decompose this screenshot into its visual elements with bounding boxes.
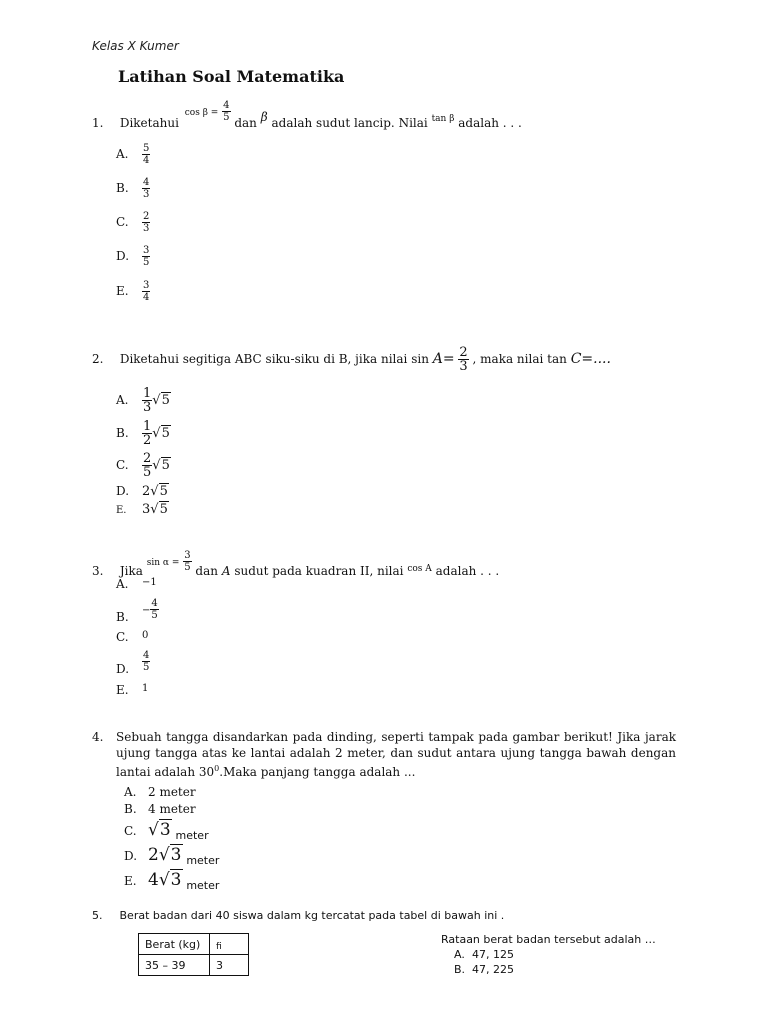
page-header: Kelas X Kumer	[92, 39, 179, 53]
question-text: Diketahui	[119, 116, 179, 130]
question-5	[92, 908, 504, 924]
table-header-row	[139, 934, 249, 955]
sqrt: √5	[152, 393, 170, 408]
sqrt: √3	[158, 870, 182, 890]
variable: C=....	[570, 351, 611, 367]
side-question: Rataan berat badan tersebut adalah …	[441, 933, 656, 946]
question-text: sudut pada kuadran II, nilai	[234, 564, 404, 578]
question-number: 3.	[92, 564, 104, 578]
question-number: 2.	[92, 352, 104, 366]
condition-formula: sin α = $\frac{3}{5}$	[146, 550, 191, 573]
question-1	[92, 100, 522, 135]
sqrt: √3	[158, 845, 182, 865]
option-3b[interactable]: B. − $\frac{4}{5}$	[116, 598, 158, 624]
beta-symbol: β	[260, 110, 268, 124]
option-1d[interactable]: D. $\frac{3}{5}$	[116, 245, 150, 268]
question-2	[92, 346, 611, 373]
option-1a[interactable]: A. $\frac{5}{4}$	[116, 143, 150, 166]
question-text: adalah . . .	[458, 116, 522, 130]
table-row	[139, 955, 249, 976]
option-1b[interactable]: B. $\frac{4}{3}$	[116, 177, 150, 200]
option-1c[interactable]: C. $\frac{2}{3}$	[116, 211, 150, 234]
option-2d[interactable]: D. 2√5	[116, 484, 168, 499]
question-text: .Maka panjang tangga adalah ...	[219, 765, 416, 779]
question-text: Diketahui segitiga ABC siku-siku di B, jika nilai sin	[119, 352, 429, 366]
question-text: Sebuah tangga disandarkan pada dinding, seperti tampak pada gambar berikut! Jika jarak ujung tangga atas ke lantai adalah 2 meter, dan sudut antara ujung tangga bawah dengan lantai adalah 30	[116, 730, 676, 779]
option-4e[interactable]: E. 4√3 meter	[124, 870, 220, 892]
option-2a[interactable]: A. $\frac{1}{3}$ √5	[116, 386, 170, 415]
sqrt: √5	[150, 502, 168, 517]
page-title: Latihan Soal Matematika	[118, 67, 345, 86]
table-header: fi	[210, 934, 249, 955]
question-text: Berat badan dari 40 siswa dalam kg tercatat pada tabel di bawah ini .	[119, 909, 505, 922]
variable: A	[221, 564, 231, 578]
sqrt: √5	[150, 484, 168, 499]
sqrt: √5	[152, 458, 170, 473]
question-text: , maka nilai tan	[472, 352, 567, 366]
fraction: $\frac{4}{5}$	[223, 100, 230, 123]
question-text: adalah sudut lancip. Nilai	[271, 116, 428, 130]
sqrt: √3	[148, 820, 171, 840]
question-number: 5.	[92, 909, 103, 922]
sqrt: √5	[152, 426, 170, 441]
table-cell: 35 – 39	[139, 955, 210, 976]
question-4	[116, 729, 676, 780]
option-1e[interactable]: E. $\frac{3}{4}$	[116, 280, 150, 303]
option-2c[interactable]: C. $\frac{2}{5}$ √5	[116, 451, 170, 480]
question-4-number: 4.	[92, 730, 104, 744]
question-text: Jika	[119, 564, 143, 578]
degree-symbol: 0	[214, 764, 220, 773]
option-4d[interactable]: D. 2√3 meter	[124, 845, 220, 867]
option-5b[interactable]: B. 47, 225	[454, 963, 514, 976]
option-3e[interactable]: E. $^1$	[116, 683, 149, 697]
option-4c[interactable]: C. √3 meter	[124, 820, 209, 842]
table-cell: 3	[210, 955, 249, 976]
option-2e[interactable]: E. 3√5	[116, 502, 168, 517]
table-header: Berat (kg)	[139, 934, 210, 955]
question-text: dan	[234, 116, 257, 130]
data-table	[138, 933, 249, 976]
option-2b[interactable]: B. $\frac{1}{2}$ √5	[116, 419, 170, 448]
option-3a[interactable]: A. $^{-1}$	[116, 577, 157, 591]
variable: A=	[432, 351, 455, 367]
question-text: adalah . . .	[435, 564, 500, 578]
fraction: $\frac{2}{3}$	[459, 345, 468, 374]
option-3d[interactable]: D. $\frac{4}{5}$	[116, 650, 150, 676]
asked-expression: tan β	[431, 114, 455, 124]
option-5a[interactable]: A. 47, 125	[454, 948, 514, 961]
question-text: dan	[195, 564, 218, 578]
option-4a[interactable]: A. 2 meter	[124, 785, 196, 799]
option-3c[interactable]: C. $^0$	[116, 630, 149, 644]
asked-expression: cos A	[407, 564, 432, 574]
option-4b[interactable]: B. 4 meter	[124, 802, 196, 816]
condition-formula: cos β = $\frac{4}{5}$	[184, 100, 230, 123]
question-number: 1.	[92, 116, 104, 130]
